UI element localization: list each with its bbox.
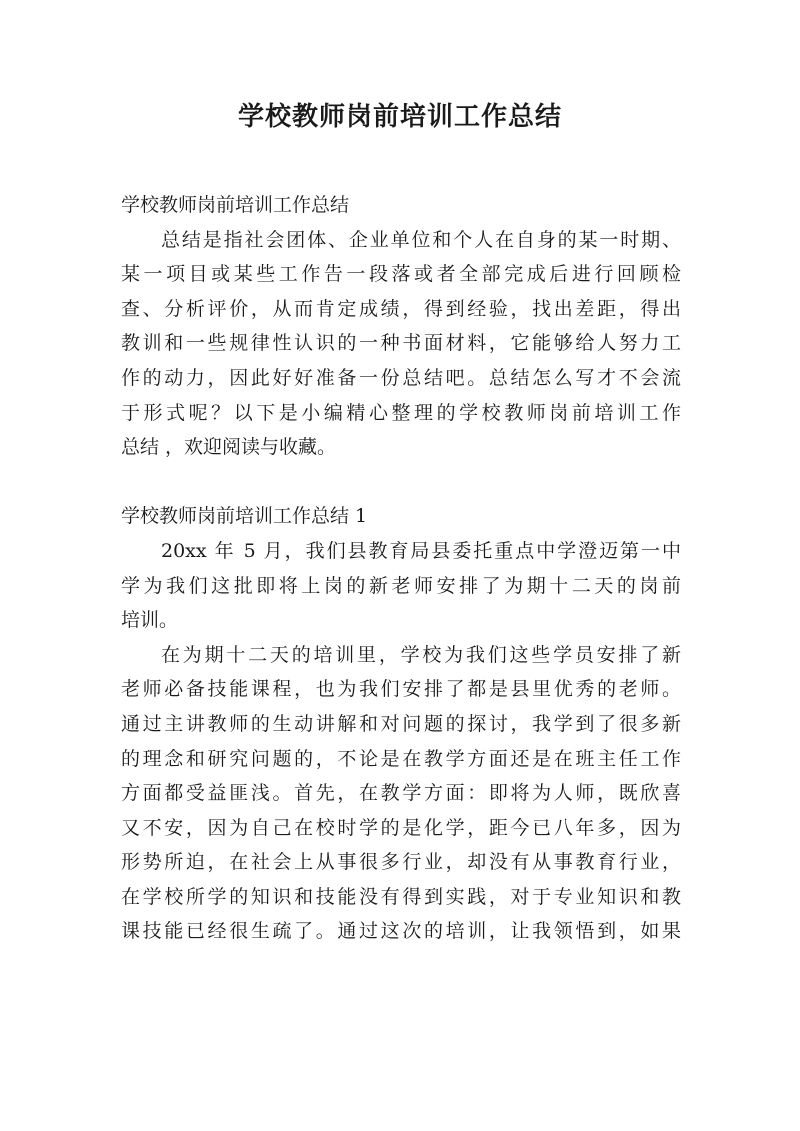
section1-paragraph-2 (121, 638, 681, 949)
paragraph-line: 形势所迫，在社会上从事很多行业，却没有从事教育行业， (121, 851, 681, 874)
document-title: 学校教师岗前培训工作总结 (237, 102, 562, 132)
intro-line: 总结 ，欢迎阅读与收藏。 (121, 436, 337, 459)
subtitle: 学校教师岗前培训工作总结 (121, 194, 350, 216)
paragraph-line: 学为我们这批即将上岗的新老师安排了为期十二天的岗前 (121, 574, 681, 597)
intro-line: 教训和一些规律性认识的一种书面材料，它能够给人努力工 (121, 332, 681, 355)
intro-paragraph (121, 223, 681, 465)
paragraph-line: 在为期十二天的培训里，学校为我们这些学员安排了新 (161, 643, 681, 666)
intro-line: 总结是指社会团体、企业单位和个人在自身的某一时期、 (161, 228, 681, 251)
intro-line: 于形式呢？以下是小编精心整理的学校教师岗前培训工作 (121, 401, 681, 424)
intro-line: 某一项目或某些工作告一段落或者全部完成后进行回顾检 (121, 263, 681, 286)
paragraph-line: 老师必备技能课程，也为我们安排了都是县里优秀的老师。 (121, 678, 681, 701)
paragraph-line: 在学校所学的知识和技能没有得到实践，对于专业知识和教 (121, 885, 681, 908)
paragraph-line: 的理念和研究问题的，不论是在教学方面还是在班主任工作 (121, 747, 681, 770)
section1-paragraph-1 (121, 534, 681, 638)
intro-line: 查、分析评价，从而肯定成绩，得到经验，找出差距，得出 (121, 297, 681, 320)
section-heading: 学校教师岗前培训工作总结 1 (121, 505, 368, 528)
paragraph-line: 20xx 年 5 月，我们县教育局县委托重点中学澄迈第一中 (161, 539, 681, 562)
paragraph-line: 课技能已经很生疏了。通过这次的培训，让我领悟到，如果 (121, 920, 681, 943)
blank-line (121, 465, 681, 500)
intro-line: 作的动力，因此好好准备一份总结吧。总结怎么写才不会流 (121, 366, 681, 389)
document-body (121, 188, 681, 949)
paragraph-line: 培训。 (121, 609, 179, 632)
paragraph-line: 又不安，因为自己在校时学的是化学，距今已八年多，因为 (121, 816, 681, 839)
paragraph-line: 通过主讲教师的生动讲解和对问题的探讨，我学到了很多新 (121, 712, 681, 735)
paragraph-line: 方面都受益匪浅。首先，在教学方面：即将为人师，既欣喜 (121, 782, 681, 805)
